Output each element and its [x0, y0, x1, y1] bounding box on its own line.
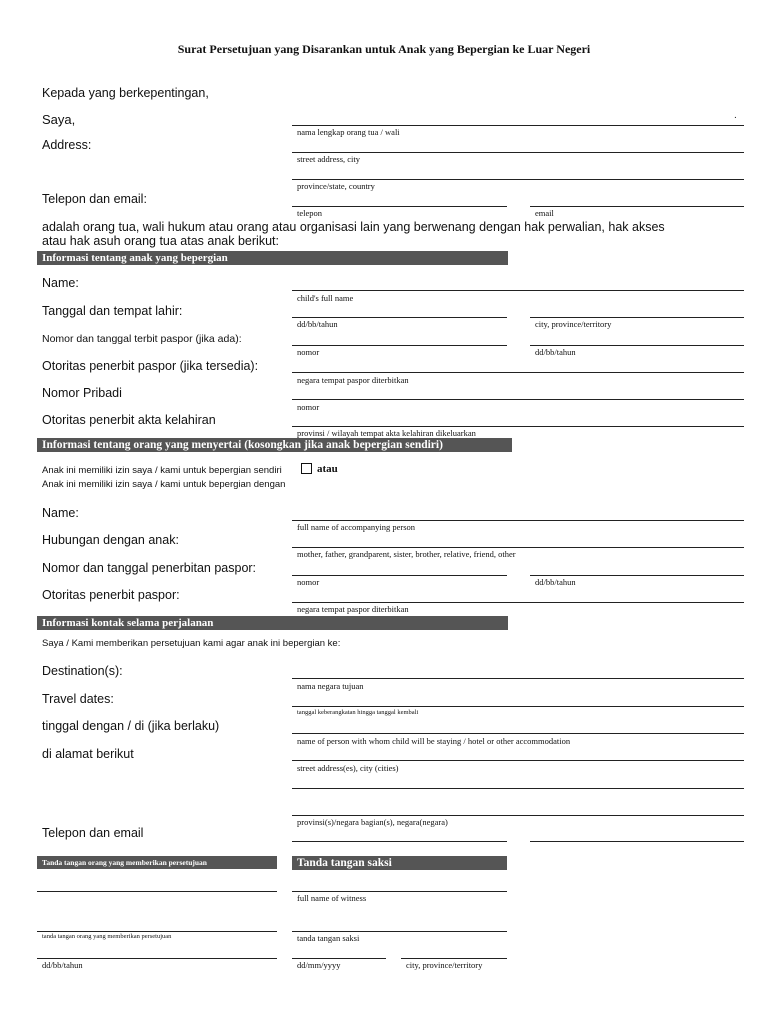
witness-signature-hint: tanda tangan saksi [297, 933, 360, 943]
document-title: Surat Persetujuan yang Disarankan untuk Anak yang Bepergian ke Luar Negeri [177, 42, 591, 56]
companion-name-field[interactable] [292, 520, 744, 521]
parent-name-field[interactable] [292, 125, 744, 126]
consent-signature-header: Tanda tangan orang yang memberikan persetujuan [37, 856, 277, 869]
witness-date-hint: dd/mm/yyyy [297, 960, 341, 970]
consent-signature-field[interactable] [37, 931, 277, 932]
witness-place-hint: city, province/territory [406, 960, 483, 970]
birth-cert-field[interactable] [292, 426, 744, 427]
personal-number-hint: nomor [297, 402, 320, 412]
statement-line-2: atau hak asuh orang tua atas anak berikut: [42, 234, 279, 248]
stay-address-hint: street address(es), city (cities) [297, 763, 399, 773]
stay-address-field[interactable] [292, 760, 744, 761]
companion-passport-date-hint: dd/bb/tahun [535, 577, 576, 587]
companion-passport-number-field[interactable] [292, 575, 507, 576]
parent-phone-hint: telepon [297, 208, 323, 218]
relation-hint: mother, father, grandparent, sister, brother, relative, friend, other [297, 549, 516, 559]
stay-province-field[interactable] [292, 815, 744, 816]
child-name-label: Name: [42, 276, 79, 290]
companion-authority-field[interactable] [292, 602, 744, 603]
child-authority-hint: negara tempat paspor diterbitkan [297, 375, 409, 385]
child-name-field[interactable] [292, 290, 744, 291]
consent-date-field[interactable] [37, 958, 277, 959]
stay-email-field[interactable] [530, 841, 744, 842]
companion-passport-label: Nomor dan tanggal penerbitan paspor: [42, 561, 257, 575]
child-birth-place-field[interactable] [530, 317, 744, 318]
parent-street-hint: street address, city [297, 154, 361, 164]
travel-dates-label: Travel dates: [42, 692, 114, 706]
child-birth-label: Tanggal dan tempat lahir: [42, 304, 183, 318]
atau-label: atau [317, 463, 338, 475]
destination-field[interactable] [292, 678, 744, 679]
destination-label: Destination(s): [42, 664, 123, 678]
address-label: Address: [42, 138, 92, 152]
parent-province-field[interactable] [292, 179, 744, 180]
child-birth-place-hint: city, province/territory [535, 319, 612, 329]
witness-name-field[interactable] [292, 891, 507, 892]
saya-label: Saya, [42, 112, 76, 127]
personal-number-label: Nomor Pribadi [42, 386, 122, 400]
greeting: Kepada yang berkepentingan, [42, 86, 209, 100]
consent-date-hint: dd/bb/tahun [42, 960, 83, 970]
alone-checkbox[interactable] [301, 463, 312, 474]
companion-authority-label: Otoritas penerbit paspor: [42, 588, 180, 602]
parent-street-field[interactable] [292, 152, 744, 153]
child-passport-label: Nomor dan tanggal terbit paspor (jika ada): [42, 333, 242, 345]
companion-passport-number-hint: nomor [297, 577, 320, 587]
child-passport-number-hint: nomor [297, 347, 320, 357]
parent-email-hint: email [535, 208, 554, 218]
parent-phone-field[interactable] [292, 206, 507, 207]
child-passport-number-field[interactable] [292, 345, 507, 346]
with-text: Anak ini memiliki izin saya / kami untuk bepergian dengan [42, 479, 286, 490]
child-birth-date-field[interactable] [292, 317, 507, 318]
destination-hint: nama negara tujuan [297, 681, 364, 691]
companion-authority-hint: negara tempat paspor diterbitkan [297, 604, 409, 614]
child-passport-date-hint: dd/bb/tahun [535, 347, 576, 357]
child-birth-date-hint: dd/bb/tahun [297, 319, 338, 329]
witness-place-field[interactable] [401, 958, 507, 959]
travel-dates-field[interactable] [292, 706, 744, 707]
alone-text: Anak ini memiliki izin saya / kami untuk bepergian sendiri [42, 465, 282, 476]
witness-name-hint: full name of witness [297, 893, 367, 903]
witness-signature-field[interactable] [292, 931, 507, 932]
witness-date-field[interactable] [292, 958, 386, 959]
relation-label: Hubungan dengan anak: [42, 533, 179, 547]
parent-name-hint: nama lengkap orang tua / wali [297, 127, 400, 137]
personal-number-field[interactable] [292, 399, 744, 400]
stay-address-field-2[interactable] [292, 788, 744, 789]
consent-signature-hint: tanda tangan orang yang memberikan persetujuan [42, 933, 172, 940]
parent-email-field[interactable] [530, 206, 744, 207]
companion-name-label: Name: [42, 506, 79, 520]
child-authority-label: Otoritas penerbit paspor (jika tersedia): [42, 359, 259, 373]
child-authority-field[interactable] [292, 372, 744, 373]
staying-label: tinggal dengan / di (jika berlaku) [42, 719, 220, 733]
consent-text: Saya / Kami memberikan persetujuan kami agar anak ini bepergian ke: [42, 638, 341, 649]
contact-label: Telepon dan email: [42, 192, 147, 206]
staying-hint: name of person with whom child will be staying / hotel or other accommodation [297, 736, 571, 746]
companion-section-header: Informasi tentang orang yang menyertai (kosongkan jika anak bepergian sendiri) [37, 438, 512, 452]
companion-name-hint: full name of accompanying person [297, 522, 416, 532]
travel-dates-hint: tanggal keberangkatan hingga tanggal kembali [297, 709, 419, 716]
stay-phone-label: Telepon dan email [42, 826, 144, 840]
stay-address-label: di alamat berikut [42, 747, 134, 761]
staying-field[interactable] [292, 733, 744, 734]
birth-cert-label: Otoritas penerbit akta kelahiran [42, 413, 216, 427]
statement-line-1: adalah orang tua, wali hukum atau orang atau organisasi lain yang berwenang dengan hak perwalian, hak akses [42, 220, 665, 234]
parent-province-hint: province/state, country [297, 181, 375, 191]
child-name-hint: child's full name [297, 293, 354, 303]
stay-province-hint: provinsi(s)/negara bagian(s), negara(negara) [297, 817, 448, 827]
birth-cert-hint: provinsi / wilayah tempat akta kelahiran dikeluarkan [297, 428, 476, 438]
relation-field[interactable] [292, 547, 744, 548]
child-passport-date-field[interactable] [530, 345, 744, 346]
stay-phone-field[interactable] [292, 841, 507, 842]
child-section-header: Informasi tentang anak yang bepergian [37, 251, 508, 265]
contact-section-header: Informasi kontak selama perjalanan [37, 616, 508, 630]
witness-signature-header: Tanda tangan saksi [292, 856, 507, 870]
trailing-dot: . [734, 110, 737, 121]
consent-signature-line-1[interactable] [37, 891, 277, 892]
companion-passport-date-field[interactable] [530, 575, 744, 576]
